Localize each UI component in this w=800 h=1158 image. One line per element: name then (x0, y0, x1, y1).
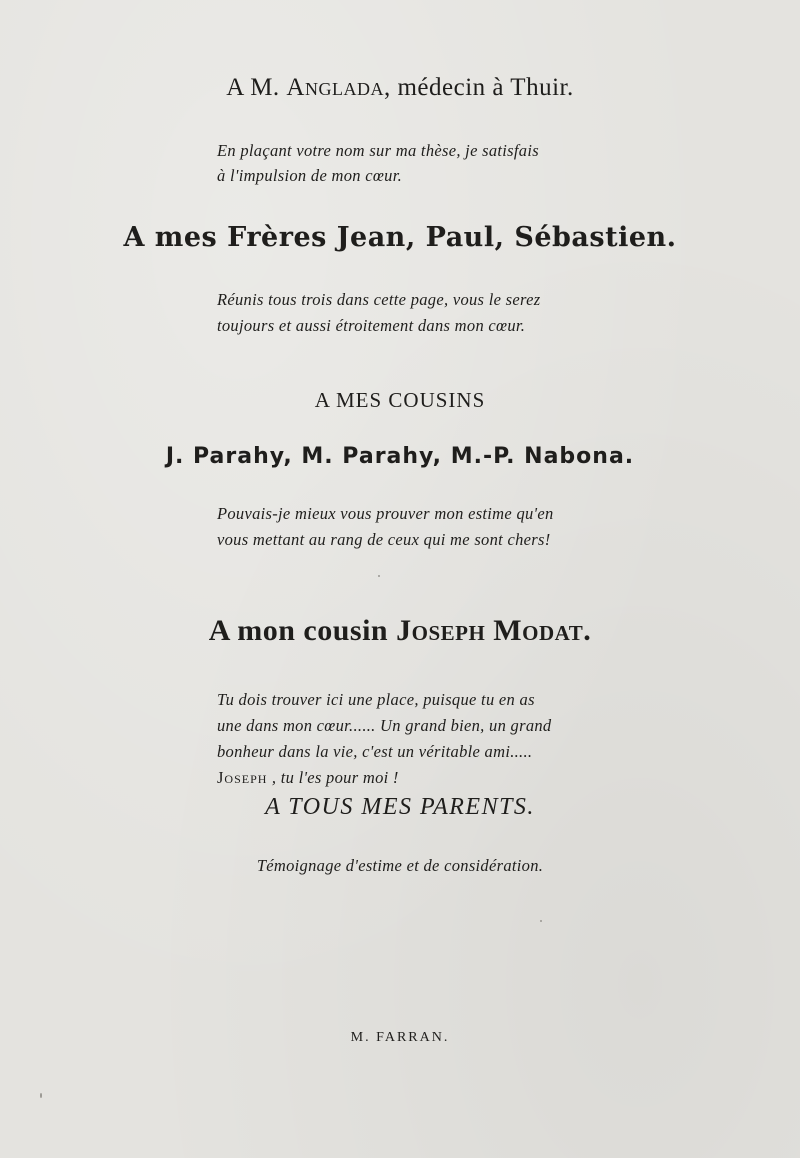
dedication-cousins-names: J. Parahy, M. Parahy, M.-P. Nabona. (165, 444, 635, 469)
dedication-anglada-line-1: En plaçant votre nom sur ma thèse, je satisfais (217, 141, 539, 160)
dedication-cousins-line-2: vous mettant au rang de ceux qui me sont chers! (217, 530, 551, 549)
dedication-modat-prefix: A mon cousin (208, 614, 397, 647)
dedication-anglada-prefix: A M. (226, 74, 280, 101)
dedication-modat-closing-rest: , tu l'es pour moi ! (267, 768, 399, 787)
dedication-parents-title: A TOUS MES PARENTS. (265, 794, 535, 820)
paper-speck (540, 920, 542, 922)
dedication-modat-line-1: Tu dois trouver ici une place, puisque tu en as (217, 690, 535, 709)
paper-speck (378, 575, 380, 577)
paper-speck (40, 1093, 42, 1098)
dedication-modat-suffix: . (583, 614, 592, 647)
signature: M. FARRAN. (350, 1030, 450, 1045)
dedication-modat-closing-name: Joseph (217, 768, 268, 787)
dedication-anglada-title (0, 74, 800, 102)
dedication-anglada-suffix: , médecin à Thuir. (383, 74, 574, 101)
dedication-cousins-title: A MES COUSINS (314, 388, 486, 412)
dedication-brothers-line-2: toujours et aussi étroitement dans mon cœur. (217, 316, 526, 335)
dedication-modat-name: Joseph Modat (396, 614, 584, 647)
dedication-cousins-line-1: Pouvais-je mieux vous prouver mon estime qu'en (217, 504, 554, 523)
dedication-brothers-title: A mes Frères Jean, Paul, Sébastien. (123, 222, 677, 253)
dedication-brothers-line-1: Réunis tous trois dans cette page, vous le serez (217, 290, 541, 309)
dedication-parents-line: Témoignage d'estime et de considération. (256, 856, 544, 875)
dedication-anglada-line-2: à l'impulsion de mon cœur. (217, 166, 403, 185)
dedication-anglada-name: Anglada (286, 74, 384, 101)
dedication-modat-line-3: bonheur dans la vie, c'est un véritable ami..... (217, 742, 533, 761)
dedication-modat-line-2: une dans mon cœur...... Un grand bien, un grand (217, 716, 552, 735)
dedication-modat-title (0, 614, 800, 648)
dedication-modat-line-4 (217, 768, 399, 788)
